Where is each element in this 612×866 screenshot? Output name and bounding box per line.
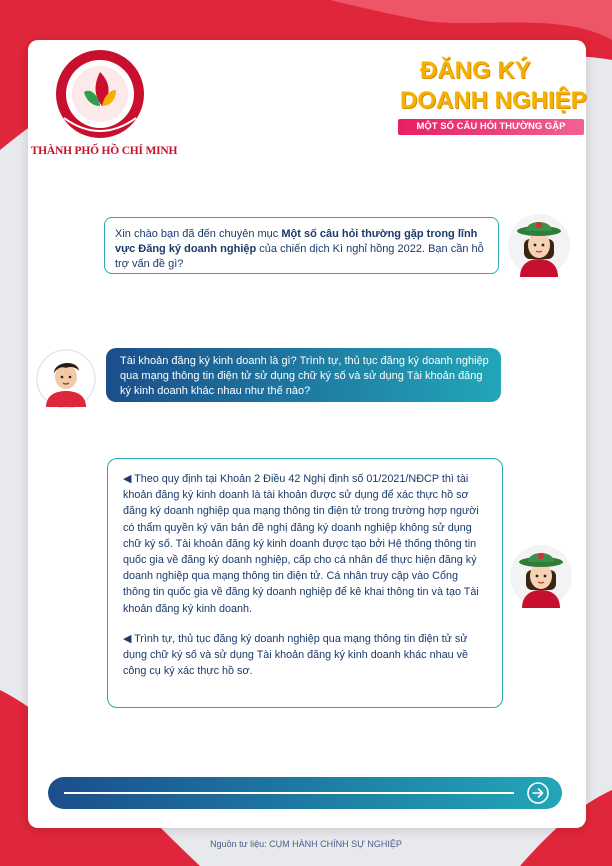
content-card — [28, 40, 586, 828]
answer-message — [107, 458, 503, 708]
assistant-avatar-answer — [510, 540, 572, 610]
answer-paragraph-1: ◀ Theo quy định tại Khoản 2 Điều 42 Nghị định số 01/2021/NĐCP thì tài khoản đăng ký kinh doanh là tài khoản được sử dụng để xác thực hồ sơ đăng ký doanh nghiệp qua mạng thông tin điện tử trong trường hợp người có thẩm quyền ký văn bản đề nghị đăng ký doanh nghiệp không sử dụng chữ ký số. Tài khoản đăng ký kinh doanh được tạo bởi Hệ thống thông tin quốc gia về đăng ký doanh nghiệp, cấp cho cá nhân để thực hiện đăng ký doanh nghiệp qua mạng thông tin điện tử. Cá nhân truy cập vào Cổng thông tin quốc gia về đăng ký doanh nghiệp để kê khai thông tin và tạo Tài khoản đăng ký kinh doanh. — [123, 473, 479, 615]
answer-paragraph-2: ◀ Trình tự, thủ tục đăng ký doanh nghiệp qua mạng thông tin điện tử sử dụng chữ ký số và sử dụng Tài khoản đăng ký kinh doanh khác nhau về công cụ ký xác thực hồ sơ. — [123, 632, 468, 678]
ky-nghi-hong-logo — [54, 48, 146, 140]
page-title-line1: ĐĂNG KÝ — [420, 57, 531, 84]
page-title-line2: DOANH NGHIỆP — [400, 87, 587, 114]
source-footer: Nguồn tư liệu: CỤM HÀNH CHÍNH SỰ NGHIỆP — [210, 839, 402, 849]
send-arrow-icon[interactable] — [527, 782, 549, 804]
greeting-text-pre: Xin chào bạn đã đến chuyên mục — [115, 228, 282, 240]
user-question-message: Tài khoản đăng ký kinh doanh là gì? Trình tự, thủ tục đăng ký doanh nghiệp qua mạng thông tin điện tử sử dụng chữ ký số và sử dụng Tài khoản đăng ký kinh doanh khác nhau như thế nào? — [106, 348, 501, 402]
greeting-text-post: của chiến dịch Kì nghỉ hồng 2022. Bạn cần hỗ trợ vấn đề gì? — [115, 243, 484, 270]
city-label: THÀNH PHỐ HỒ CHÍ MINH — [30, 145, 178, 157]
assistant-avatar — [508, 211, 570, 279]
user-avatar — [36, 349, 96, 409]
greeting-message — [104, 217, 499, 274]
page-subtitle: MỘT SỐ CÂU HỎI THƯỜNG GẶP — [398, 119, 584, 135]
greeting-text-bold: Một số câu hỏi thường gặp trong lĩnh vực Đăng ký doanh nghiệp — [115, 228, 478, 255]
message-input-line — [64, 792, 514, 794]
